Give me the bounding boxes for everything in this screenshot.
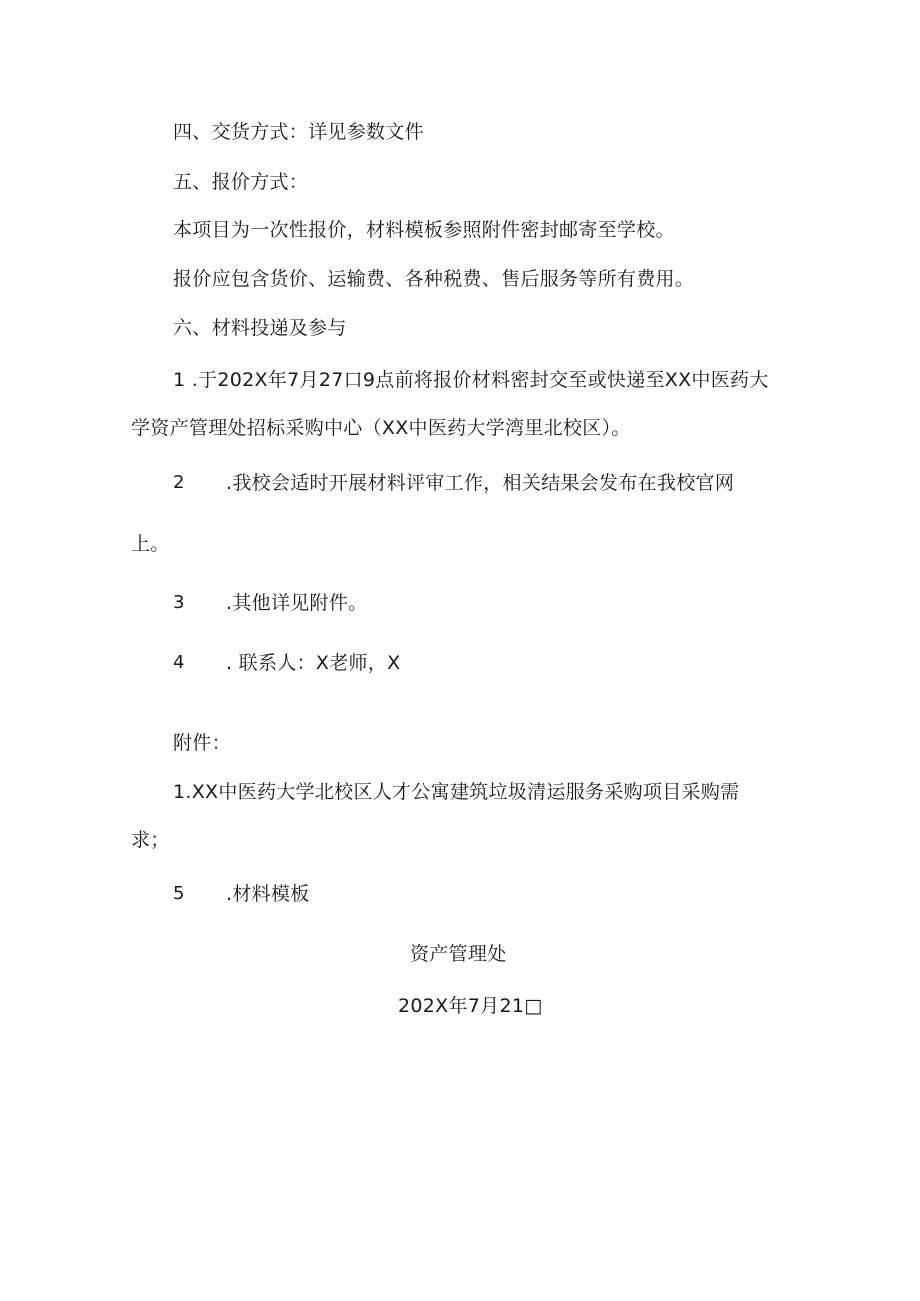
quote-method-text-2: 报价应包含货价、运输费、各种税费、售后服务等所有费用。 [173,268,695,290]
item-1-line-2: 学资产管理处招标采购中心（XX中医药大学湾里北校区）。 [131,417,631,439]
quote-method-text-1: 本项目为一次性报价，材料模板参照附件密封邮寄至学校。 [173,219,675,241]
attachment-1-line-1: 1.XX中医药大学北校区人才公寓建筑垃圾清运服务采购项目采购需 [173,781,740,803]
item-4-text: . 联系人：X老师，X [226,652,401,674]
attachment-2-text: .材料模板 [226,883,310,905]
item-4-number: 4 [173,652,185,673]
signature-date: 202X年7月21□ [398,995,543,1017]
quote-method-heading: 五、报价方式： [173,171,309,193]
item-3-text: .其他详见附件。 [226,592,368,614]
submission-heading: 六、材料投递及参与 [173,317,347,339]
item-1-line-1: 1 .于202X年7月27口9点前将报价材料密封交至或快递至XX中医药大 [173,369,769,391]
attachment-2-number: 5 [173,883,185,904]
attachments-heading: 附件： [173,732,231,754]
item-2-text: .我校会适时开展材料评审工作，相关结果会发布在我校官网 [226,472,735,494]
signature-department: 资产管理处 [410,943,507,965]
item-3-number: 3 [173,592,185,613]
item-2-number: 2 [173,472,185,493]
attachment-1-line-2: 求； [131,829,170,851]
item-2-continuation: 上。 [131,533,170,555]
delivery-method-line: 四、交货方式：详见参数文件 [173,121,424,143]
